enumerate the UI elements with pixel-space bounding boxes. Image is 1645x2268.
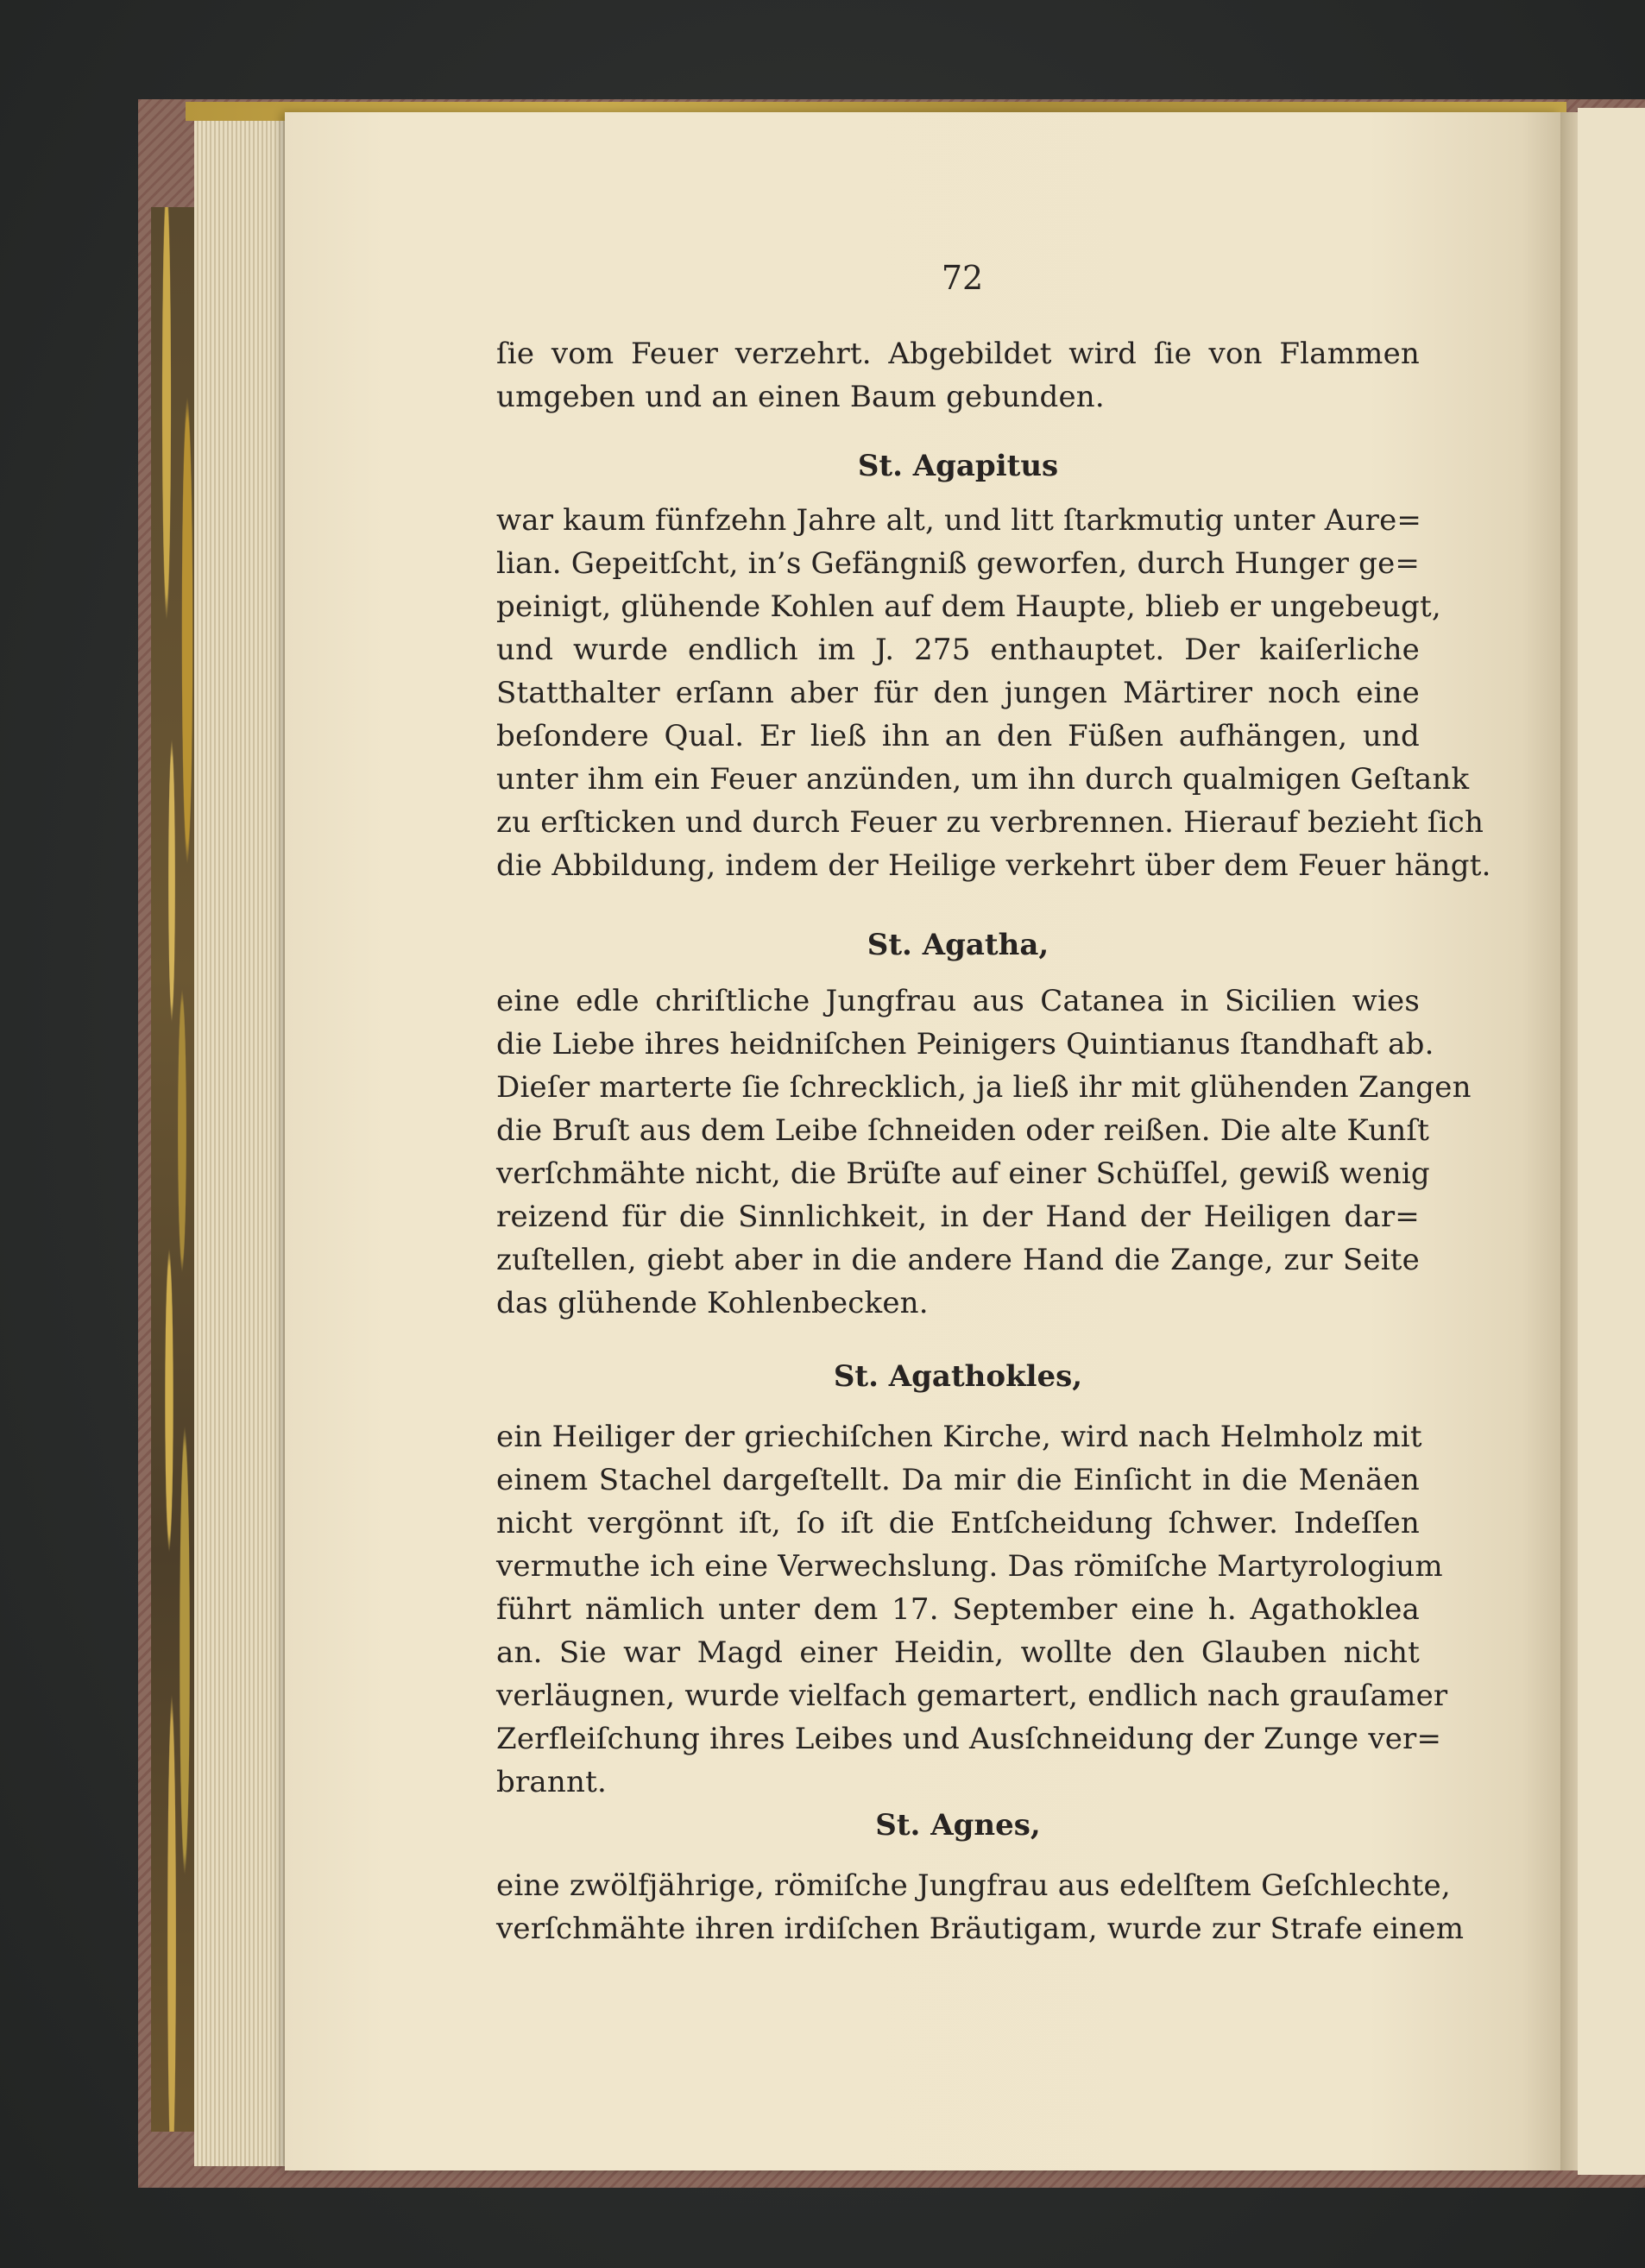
text-line: vermuthe ich eine Verwechslung. Das römiſche Martyrologium [496,1549,1443,1584]
text-line: an. Sie war Magd einer Heidin, wollte den Glauben nicht [496,1635,1420,1670]
text-line: eine edle chriſtliche Jungfrau aus Catanea in Sicilien wies [496,984,1420,1018]
text-line: das glühende Kohlenbecken. [496,1286,929,1320]
page-number: 72 [941,259,984,297]
text-line: und wurde endlich im J. 275 enthauptet. Der kaiſerliche [496,633,1420,667]
page-edges [194,121,298,2166]
text-line: verſchmähte ihren irdiſchen Bräutigam, wurde zur Strafe einem [496,1912,1465,1946]
text-line: nicht vergönnt iſt, ſo iſt die Entſcheidung ſchwer. Indeſſen [496,1506,1420,1540]
paragraph-st-agnes [496,1864,1465,1950]
text-line: Zerfleiſchung ihres Leibes und Ausſchneidung der Zunge ver= [496,1722,1442,1756]
text-line: die Abbildung, indem der Heilige verkehrt über dem Feuer hängt. [496,848,1491,883]
text-line: ein Heiliger der griechiſchen Kirche, wird nach Helmholz mit [496,1420,1422,1454]
text-line: beſondere Qual. Er ließ ihn an den Füßen aufhängen, und [496,719,1420,753]
text-line: eine zwölfjährige, römiſche Jungfrau aus edelſtem Geſchlechte, [496,1868,1451,1903]
text-line: einem Stachel dargeſtellt. Da mir die Einſicht in die Menäen [496,1463,1420,1497]
text-line: die Bruſt aus dem Leibe ſchneiden oder reißen. Die alte Kunſt [496,1113,1430,1148]
text-line: Dieſer marterte ſie ſchrecklich, ja ließ ihr mit glühenden Zangen [496,1070,1472,1105]
paragraph-st-agatha [496,980,1472,1325]
text-line: führt nämlich unter dem 17. September eine h. Agathoklea [496,1592,1420,1627]
text-line: Statthalter erſann aber für den jungen Märtirer noch eine [496,676,1420,710]
text-line: verläugnen, wurde vielfach gemartert, endlich nach grauſamer [496,1679,1448,1713]
heading-st-agapitus: St. Agapitus [857,449,1059,483]
text-line: ſie vom Feuer verzehrt. Abgebildet wird ſie von Flammen [496,337,1420,371]
page-gutter [1560,112,1578,2170]
paragraph-continuation [496,332,1420,419]
text-line: zu erſticken und durch Feuer zu verbrennen. Hierauf bezieht ſich [496,805,1484,840]
text-line: unter ihm ein Feuer anzünden, um ihn durch qualmigen Geſtank [496,762,1470,797]
heading-st-agatha: St. Agatha, [867,928,1049,962]
text-line: die Liebe ihres heidniſchen Peinigers Quintianus ſtandhaft ab. [496,1027,1434,1062]
heading-st-agnes: St. Agnes, [875,1808,1041,1843]
text-line: peinigt, glühende Kohlen auf dem Haupte, blieb er ungebeugt, [496,589,1441,624]
text-line: brannt. [496,1765,607,1799]
text-line: zuſtellen, giebt aber in die andere Hand die Zange, zur Seite [496,1243,1420,1277]
facing-page [1578,108,1645,2175]
text-line: reizend für die Sinnlichkeit, in der Hand der Heiligen dar= [496,1200,1420,1234]
text-line: umgeben und an einen Baum gebunden. [496,380,1105,414]
text-line: verſchmähte nicht, die Brüſte auf einer Schüſſel, gewiß wenig [496,1156,1430,1191]
heading-st-agathokles: St. Agathokles, [833,1359,1083,1394]
paragraph-st-agapitus [496,499,1491,887]
text-line: war kaum fünfzehn Jahre alt, und litt ſtarkmutig unter Aure= [496,503,1422,538]
paragraph-st-agathokles [496,1415,1448,1804]
text-line: lian. Gepeitſcht, in’s Gefängniß geworfen, durch Hunger ge= [496,546,1421,581]
